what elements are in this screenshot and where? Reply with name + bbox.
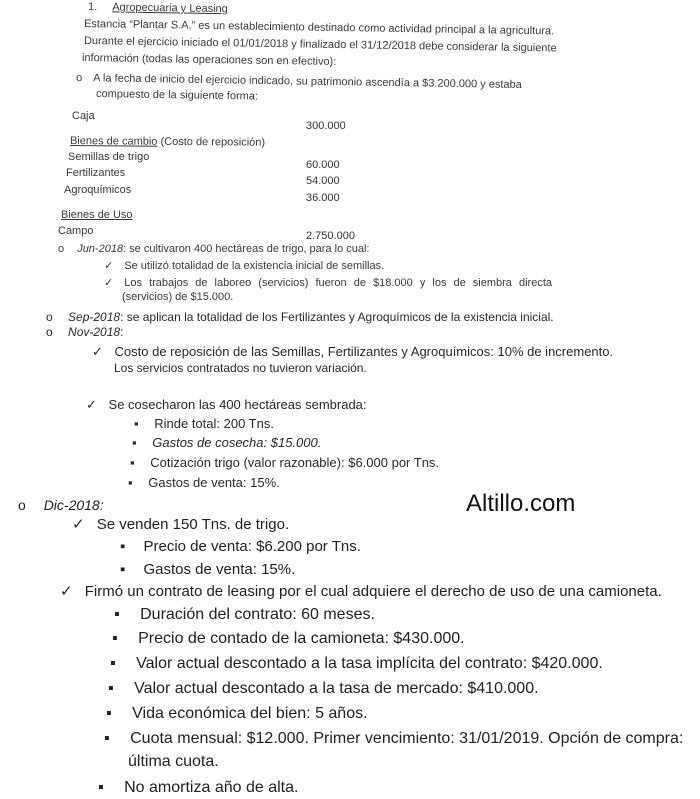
- heading: [88, 1, 228, 15]
- fertilizantes-value: 54.000: [306, 175, 340, 187]
- sep-date: Sep-2018: [68, 310, 121, 324]
- heading-title: Agropecuaria y Leasing: [112, 1, 228, 16]
- intro-line-1: Estancia “Plantar S.A.” es un establecimiento destinado como actividad principal a la agricultura.: [83, 18, 555, 38]
- campo-label: Campo: [58, 225, 94, 237]
- check-icon: ✓: [86, 397, 97, 412]
- watermark: Altillo.com: [466, 490, 576, 517]
- nov-bullet-1: ▪ Rinde total: 200 Tns.: [134, 416, 274, 431]
- jun-check-2-cont: (servicios) de $15.000.: [122, 291, 234, 303]
- semillas-label: Semillas de trigo: [68, 151, 150, 163]
- square-bullet-icon: ▪: [114, 606, 120, 623]
- agroquimicos-value: 36.000: [306, 192, 340, 204]
- patrimonio-line-2: compuesto de la siguiente forma:: [95, 88, 259, 103]
- square-bullet-icon: ▪: [98, 779, 104, 796]
- check-icon: ✓: [92, 344, 103, 359]
- square-bullet-icon: ▪: [104, 730, 110, 747]
- square-bullet-icon: ▪: [108, 680, 114, 697]
- caja-label: Caja: [72, 110, 95, 122]
- dic-leasing-bullet-5: ▪ Vida económica del bien: 5 años.: [106, 705, 368, 722]
- agroquimicos-label: Agroquímicos: [64, 184, 132, 196]
- dic-line: [18, 497, 104, 513]
- dic-bullet-1: ▪ Precio de venta: $6.200 por Tns.: [120, 538, 361, 555]
- dic-leasing-bullet-7: ▪ No amortiza año de alta.: [98, 779, 299, 796]
- nov-date: Nov-2018: [68, 325, 121, 339]
- dic-leasing-bullet-1: ▪ Duración del contrato: 60 meses.: [114, 606, 375, 623]
- circle-bullet-icon: o: [46, 310, 53, 324]
- jun-date: Jun-2018: [77, 243, 124, 255]
- bienes-cambio-heading: [70, 135, 265, 149]
- bienes-cambio-title: Bienes de cambio: [69, 135, 158, 148]
- dic-leasing-bullet-2: ▪ Precio de contado de la camioneta: $430.000.: [112, 630, 465, 647]
- jun-line: o Jun-2018: se cultivaron 400 hectáreas de trigo, para lo cual:: [58, 243, 370, 255]
- bienes-uso-title: Bienes de Uso: [61, 209, 133, 221]
- intro-line-2: Durante el ejercicio iniciado el 01/01/2018 y finalizado el 31/12/2018 debe considerar la siguiente: [83, 35, 557, 55]
- square-bullet-icon: ▪: [132, 435, 137, 450]
- campo-value: 2.750.000: [306, 230, 355, 242]
- nov-bullet-3: ▪ Cotización trigo (valor razonable): $6.000 por Tns.: [130, 455, 440, 470]
- dic-leasing-bullet-6: ▪ Cuota mensual: $12.000. Primer vencimiento: 31/01/2019. Opción de compra:: [104, 730, 684, 747]
- jun-check-2: ✓ Los trabajos de laboreo (servicios) fueron de $18.000 y los de siembra directa: [104, 277, 552, 289]
- check-icon: ✓: [104, 260, 114, 272]
- square-bullet-icon: ▪: [130, 455, 135, 470]
- fertilizantes-label: Fertilizantes: [66, 167, 126, 179]
- dic-check-1: ✓ Se venden 150 Tns. de trigo.: [72, 516, 290, 533]
- dic-leasing-bullet-6-cont: última cuota.: [128, 753, 219, 770]
- dic-leasing-bullet-3: ▪ Valor actual descontado a la tasa implícita del contrato: $420.000.: [110, 655, 603, 672]
- bienes-cambio-note: (Costo de reposición): [160, 135, 266, 149]
- jun-check-1: ✓ Se utilizó totalidad de la existencia inicial de semillas.: [104, 260, 385, 272]
- dic-bullet-2: ▪ Gastos de venta: 15%.: [120, 561, 296, 578]
- check-icon: ✓: [104, 277, 114, 289]
- intro-line-3: información (todas las operaciones son en efectivo):: [81, 52, 337, 68]
- semillas-value: 60.000: [306, 159, 340, 171]
- square-bullet-icon: ▪: [128, 475, 133, 490]
- check-icon: ✓: [72, 516, 85, 533]
- square-bullet-icon: ▪: [112, 630, 118, 647]
- circle-bullet-icon: o: [18, 497, 26, 513]
- circle-bullet-icon: o: [58, 243, 65, 255]
- dic-check-2: ✓ Firmó un contrato de leasing por el cual adquiere el derecho de uso de una camioneta.: [60, 583, 662, 600]
- check-icon: ✓: [60, 583, 73, 600]
- nov-check-2: ✓ Se cosecharon las 400 hectáreas sembrada:: [86, 397, 367, 412]
- nov-line: o Nov-2018:: [46, 325, 124, 339]
- square-bullet-icon: ▪: [106, 705, 112, 722]
- patrimonio-line-1: o A la fecha de inicio del ejercicio indicado, su patrimonio ascendía a $3.200.000 y estaba: [75, 72, 522, 92]
- circle-bullet-icon: o: [46, 325, 53, 339]
- dic-date: Dic-2018:: [43, 497, 104, 513]
- nov-bullet-2: ▪ Gastos de cosecha: $15.000.: [132, 435, 322, 450]
- nov-bullet-4: ▪ Gastos de venta: 15%.: [128, 475, 280, 490]
- circle-bullet-icon: o: [75, 72, 83, 85]
- square-bullet-icon: ▪: [120, 538, 126, 555]
- square-bullet-icon: ▪: [110, 655, 116, 672]
- heading-number: 1.: [87, 1, 98, 14]
- dic-leasing-bullet-4: ▪ Valor actual descontado a la tasa de mercado: $410.000.: [108, 680, 539, 697]
- caja-value: 300.000: [306, 120, 346, 132]
- square-bullet-icon: ▪: [120, 561, 126, 578]
- nov-check-1: ✓ Costo de reposición de las Semillas, Fertilizantes y Agroquímicos: 10% de incremento.: [92, 344, 614, 359]
- sep-line: o Sep-2018: se aplican la totalidad de los Fertilizantes y Agroquímicos de la existencia inicial.: [46, 310, 554, 324]
- nov-check-1b: Los servicios contratados no tuvieron variación.: [114, 361, 367, 375]
- square-bullet-icon: ▪: [134, 416, 139, 431]
